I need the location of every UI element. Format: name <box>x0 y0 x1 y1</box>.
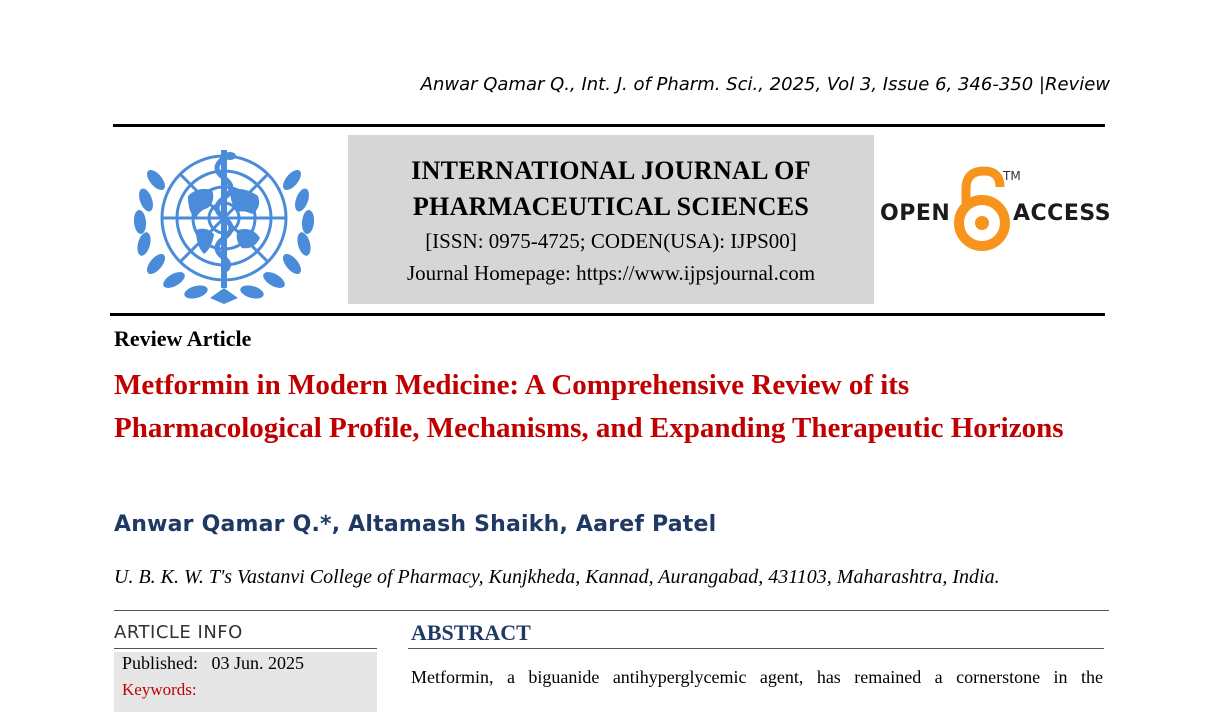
open-access-open-text: OPEN <box>880 201 951 226</box>
journal-name-line1: INTERNATIONAL JOURNAL OF <box>411 156 811 185</box>
header-top-rule <box>113 124 1105 127</box>
journal-issn: [ISSN: 0975-4725; CODEN(USA): IJPS00] <box>425 229 797 253</box>
published-date: Published: 03 Jun. 2025 <box>122 653 305 673</box>
abstract-heading: ABSTRACT <box>411 620 531 645</box>
article-title: Metformin in Modern Medicine: A Comprehensive Review of its Pharmacological Profile, Mechanisms, and Expanding Therapeutic Horizons <box>114 369 1064 444</box>
article-info-box <box>114 652 377 712</box>
article-info-heading: ARTICLE INFO <box>114 622 243 643</box>
author-affiliation: U. B. K. W. T's Vastanvi College of Pharmacy, Kunjkheda, Kannad, Aurangabad, 431103, Maharashtra, India. <box>114 566 1000 588</box>
running-head-citation: Anwar Qamar Q., Int. J. of Pharm. Sci., 2025, Vol 3, Issue 6, 346-350 |Review <box>420 74 1110 95</box>
header-bottom-rule <box>110 313 1105 316</box>
abstract-text: Metformin, a biguanide antihyperglycemic agent, has remained a cornerstone in the <box>411 667 1103 687</box>
open-access-lock-icon <box>954 165 1010 251</box>
open-access-access-text: ACCESS <box>1013 201 1112 226</box>
article-type: Review Article <box>114 326 252 351</box>
journal-name-line2: PHARMACEUTICAL SCIENCES <box>412 192 810 221</box>
open-access-trademark: TM <box>1003 169 1021 183</box>
open-access-logo <box>880 165 1110 255</box>
journal-masthead <box>348 135 874 304</box>
article-info-divider <box>114 648 377 649</box>
journal-emblem-logo <box>126 138 322 306</box>
article-authors: Anwar Qamar Q.*, Altamash Shaikh, Aaref Patel <box>114 512 717 537</box>
abstract-divider <box>408 648 1104 649</box>
keywords-label: Keywords: <box>122 680 197 699</box>
affiliation-divider <box>114 610 1109 611</box>
journal-homepage: Journal Homepage: https://www.ijpsjournal.com <box>406 261 816 285</box>
